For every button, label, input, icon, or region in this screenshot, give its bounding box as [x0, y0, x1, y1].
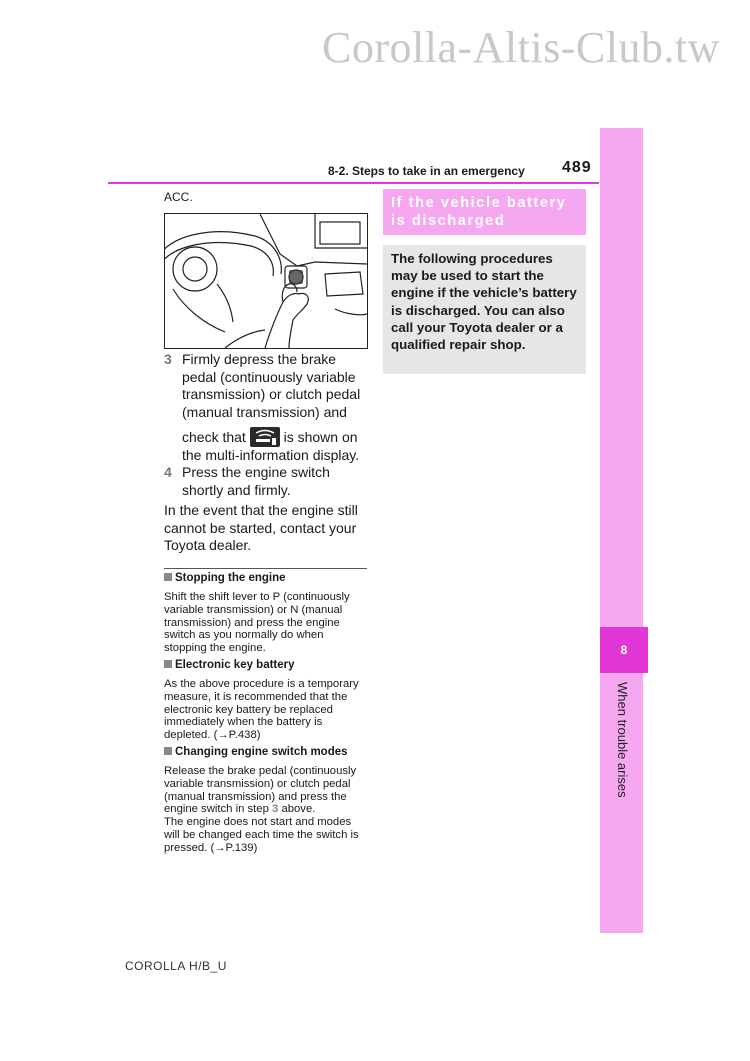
square-bullet-icon — [164, 660, 172, 668]
footer-model: COROLLA H/B_U — [125, 959, 227, 973]
square-bullet-icon — [164, 573, 172, 581]
key-indicator-icon — [250, 427, 280, 447]
section-title: 8-2. Steps to take in an emergency — [328, 164, 525, 178]
watermark: Corolla-Altis-Club.tw — [322, 23, 720, 72]
step-3-text: Firmly depress the brake pedal (continuously variable transmission) or clutch pedal (manual transmission) and — [182, 351, 361, 420]
step-4-text: Press the engine switch shortly and firmly. — [182, 464, 330, 498]
note-body-switch-modes: Release the brake pedal (continuously variable transmission) or clutch pedal (manual transmission) and press the engine switch in step 3 above. The engine does not start and modes will be changed each time the switch is pressed. (→P.139) — [164, 765, 359, 854]
step-number: 4 — [164, 464, 172, 480]
step-3-check-text: check that — [182, 429, 246, 445]
battery-discharged-heading: If the vehicle battery is discharged — [383, 189, 586, 235]
acc-label: ACC. — [164, 190, 193, 204]
note-body-stopping-engine: Shift the shift lever to P (continuously variable transmission) or N (manual transmission) and press the engine switch as you normally do when stopping the engine. — [164, 591, 350, 655]
chapter-number-tab[interactable]: 8 — [600, 627, 648, 673]
step-3 — [164, 351, 364, 465]
square-bullet-icon — [164, 747, 172, 755]
header-divider — [108, 182, 599, 184]
chapter-title: When trouble arises — [615, 682, 630, 798]
dealer-paragraph: In the event that the engine still cannot be started, contact your Toyota dealer. — [164, 502, 358, 553]
step-reference: 3 — [272, 803, 279, 816]
step-4 — [164, 464, 364, 499]
step-number: 3 — [164, 351, 172, 367]
note-body-key-battery: As the above procedure is a temporary measure, it is recommended that the electronic key battery be replaced immediately when the battery is depleted. (→P.438) — [164, 678, 359, 742]
note-heading-key-battery: Electronic key battery — [164, 659, 295, 671]
hand-pressing-engine-switch-illustration — [164, 213, 368, 349]
page-number: 489 — [562, 159, 592, 176]
note-heading-stopping-engine: Stopping the engine — [164, 572, 286, 584]
battery-discharged-info-box: The following procedures may be used to start the engine if the vehicle’s battery is discharged. You can also call your Toyota dealer or a qualified repair shop. — [383, 245, 586, 374]
chapter-side-tab — [600, 128, 643, 933]
notes-divider — [164, 568, 367, 569]
note-heading-switch-modes: Changing engine switch modes — [164, 746, 348, 758]
step-3-display-text: is shown on the multi-information display. — [182, 429, 360, 463]
